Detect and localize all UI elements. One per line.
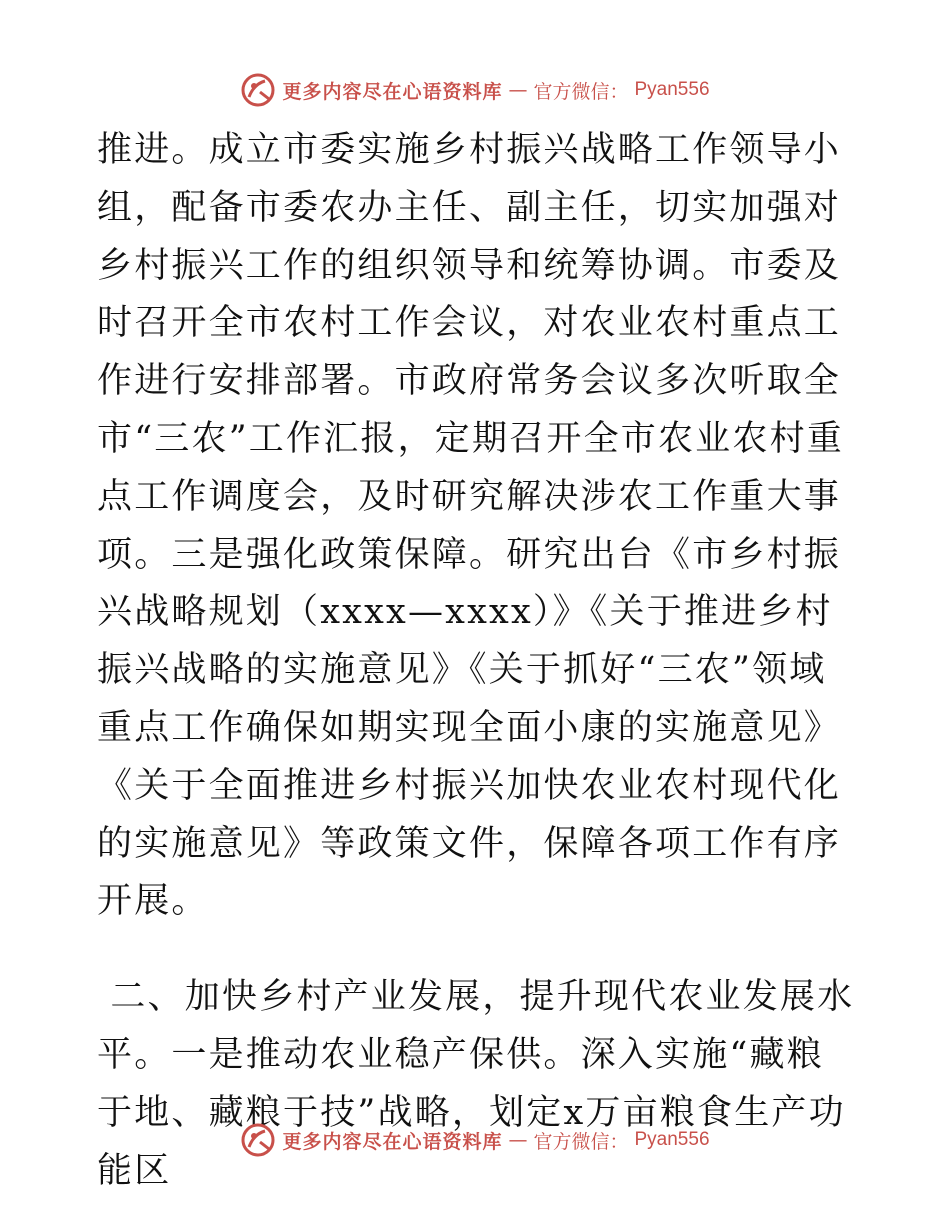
watermark-wechat-id: Pyan556 (634, 79, 710, 100)
document-body (97, 122, 857, 1200)
watermark-wechat-label: 官方微信： (533, 1130, 629, 1153)
body-paragraph-2: 二、加快乡村产业发展，提升现代农业发展水平。一是推动农业稳产保供。深入实施“藏粮于地、藏粮于技”战略，划定x万亩粮食生产功能区 (97, 977, 855, 1191)
watermark-wechat-label: 官方微信： (533, 80, 629, 103)
watermark-brand-text: 更多内容尽在心语资料库 (282, 80, 503, 103)
watermark-separator: — (508, 1129, 528, 1151)
footer-watermark (0, 1120, 950, 1160)
brand-logo-icon (240, 1122, 276, 1158)
watermark-separator: — (508, 79, 528, 101)
brand-logo-icon (240, 72, 276, 108)
watermark-brand-text: 更多内容尽在心语资料库 (282, 1130, 503, 1153)
body-paragraph-1: 推进。成立市委实施乡村振兴战略工作领导小组，配备市委农办主任、副主任，切实加强对乡村振兴工作的组织领导和统筹协调。市委及时召开全市农村工作会议，对农业农村重点工作进行安排部署。市政府常务会议多次听取全市“三农”工作汇报，定期召开全市农业农村重点工作调度会，及时研究解决涉农工作重大事项。三是强化政策保障。研究出台《市乡村振兴战略规划（xxxx—xxxx）》《关于推进乡村振兴战略的实施意见》《关于抓好“三农”领域重点工作确保如期实现全面小康的实施意见》《关于全面推进乡村振兴加快农业农村现代化的实施意见》等政策文件，保障各项工作有序开展。 (97, 130, 844, 922)
header-watermark (0, 70, 950, 110)
watermark-wechat-id: Pyan556 (634, 1129, 710, 1150)
